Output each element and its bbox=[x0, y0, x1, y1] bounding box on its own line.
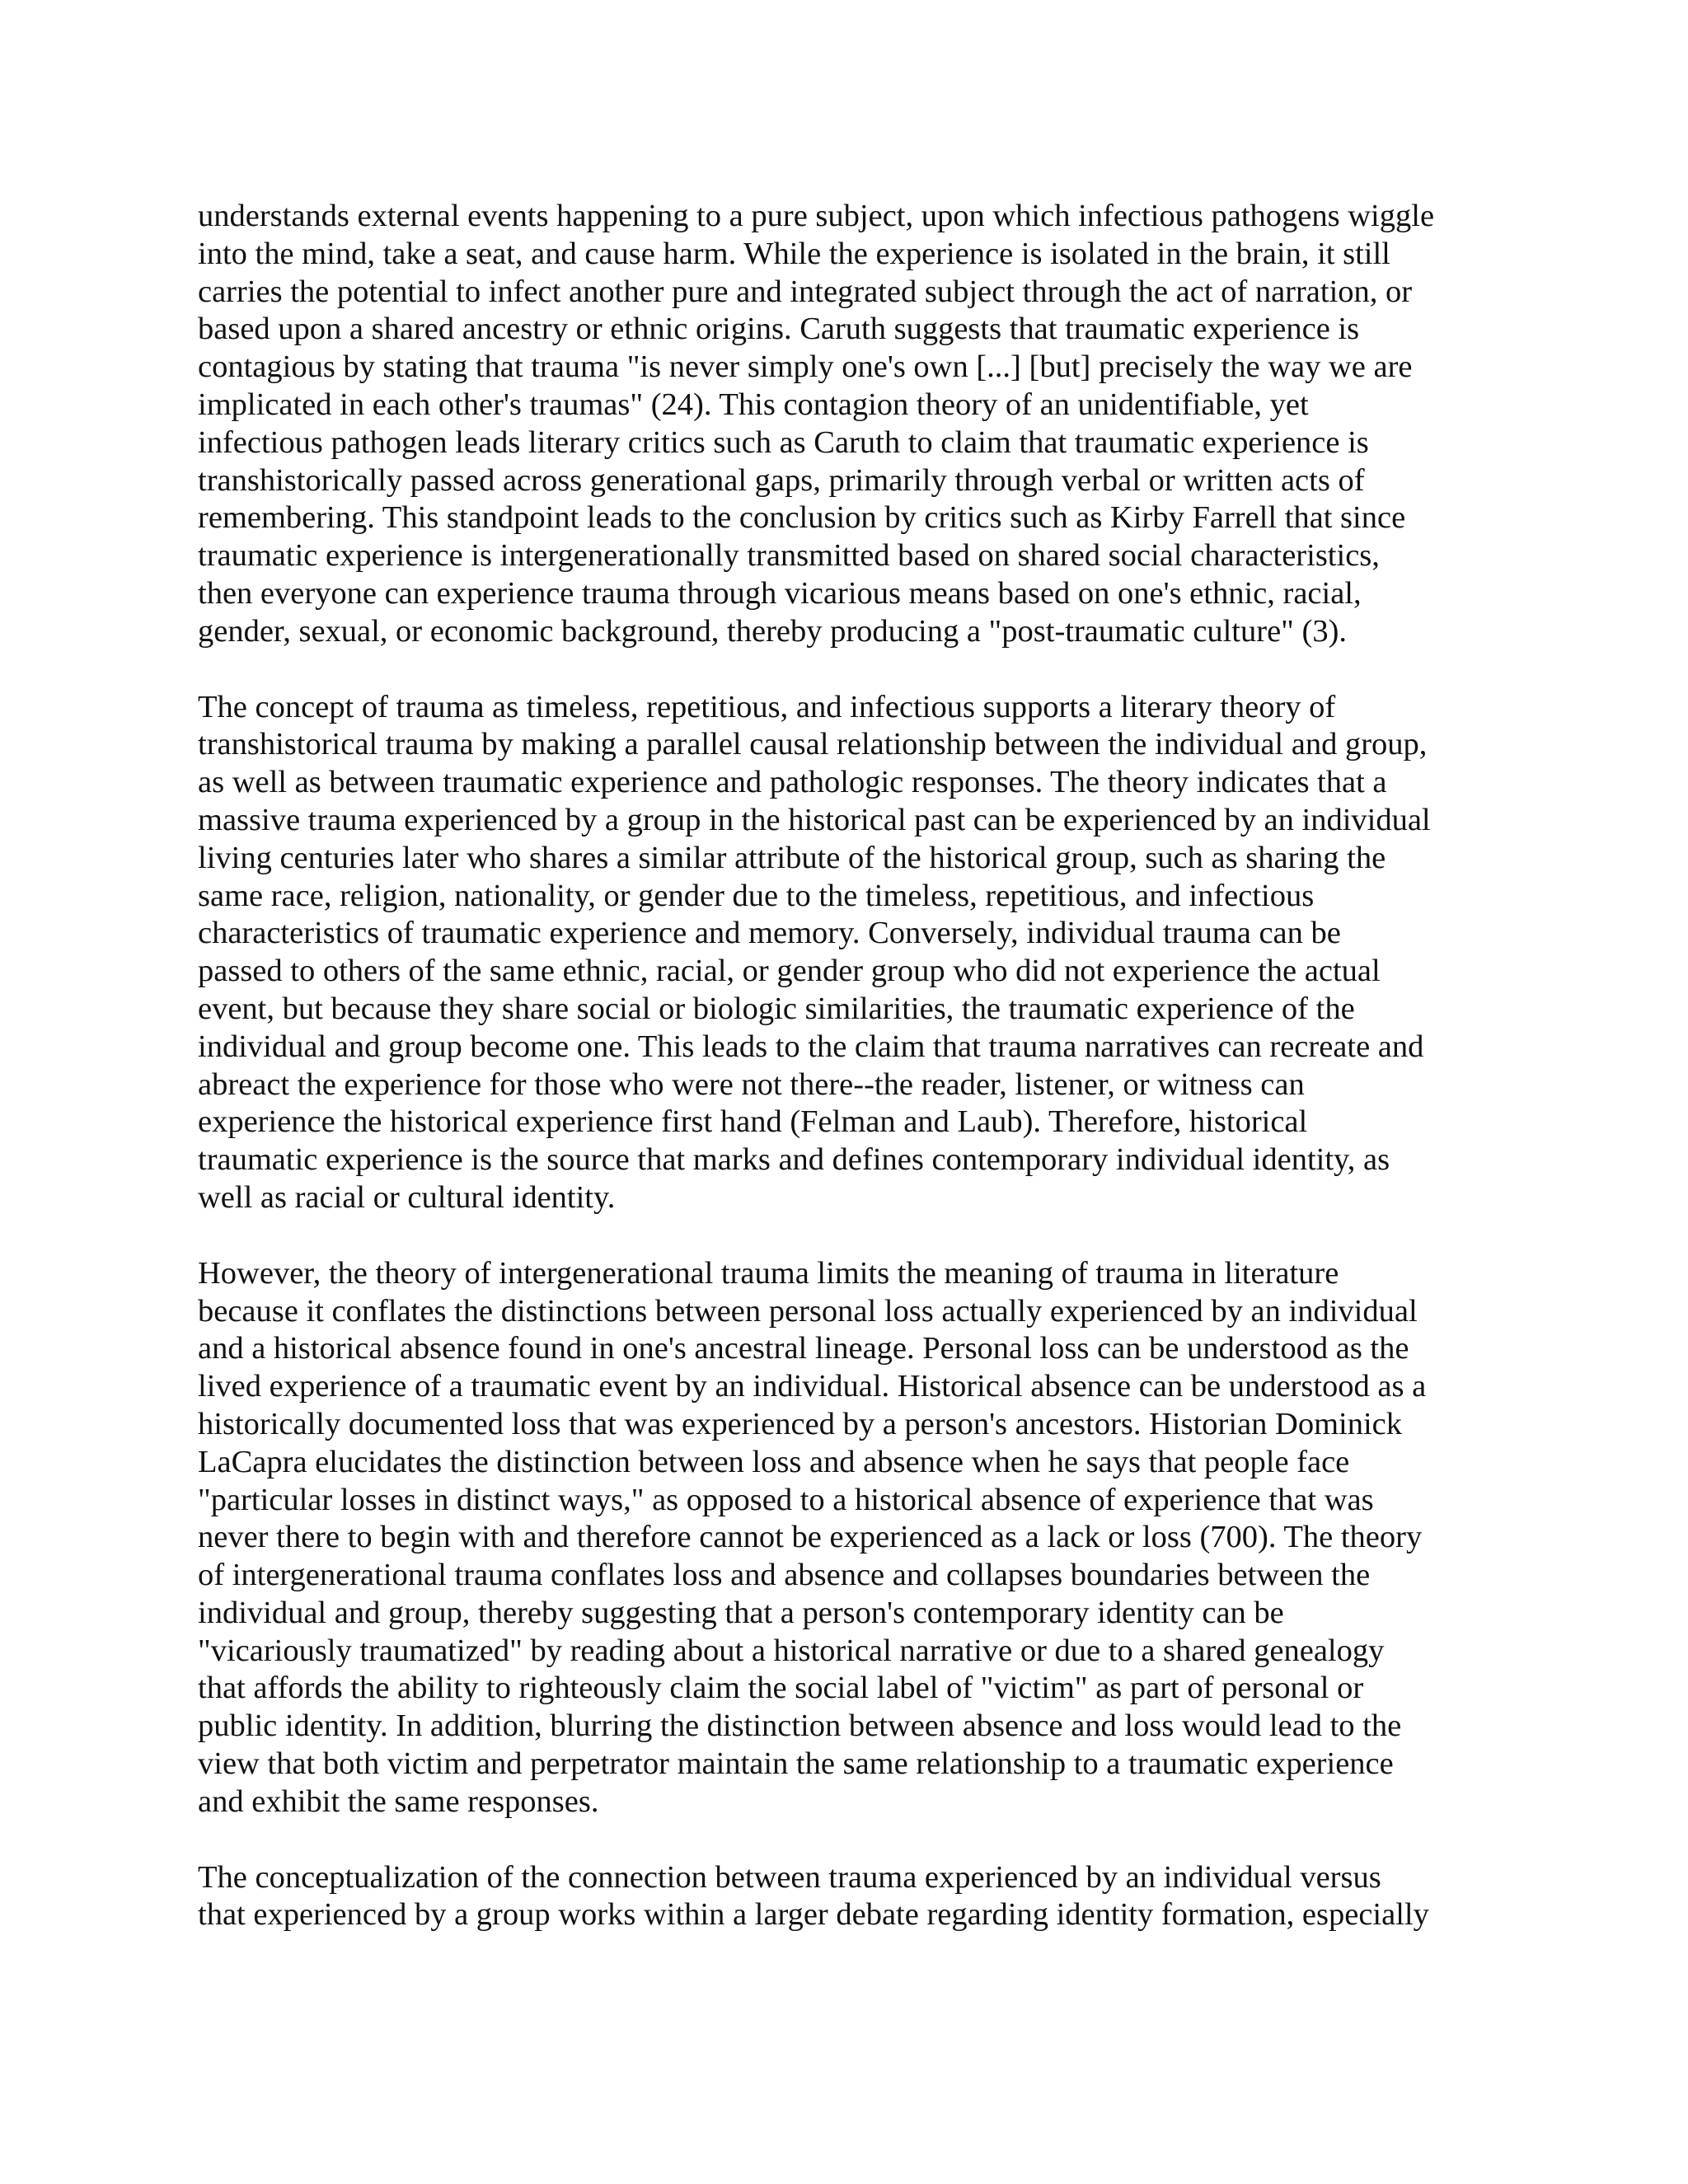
text-line: that affords the ability to righteously claim the social label of "victim" as part of personal or bbox=[198, 1671, 1364, 1706]
text-line: "vicariously traumatized" by reading about a historical narrative or due to a shared genealogy bbox=[198, 1633, 1385, 1668]
text-line: "particular losses in distinct ways," as opposed to a historical absence of experience that was bbox=[198, 1482, 1374, 1517]
text-line: public identity. In addition, blurring the distinction between absence and loss would lead to the bbox=[198, 1708, 1402, 1744]
text-line: well as racial or cultural identity. bbox=[198, 1179, 616, 1215]
text-line: event, but because they share social or biologic similarities, the traumatic experience of the bbox=[198, 991, 1355, 1026]
text-line: infectious pathogen leads literary critics such as Caruth to claim that traumatic experience is bbox=[198, 424, 1369, 460]
text-line: then everyone can experience trauma through vicarious means based on one's ethnic, racial, bbox=[198, 575, 1362, 611]
text-line: because it conflates the distinctions between personal loss actually experienced by an individual bbox=[198, 1293, 1418, 1329]
text-line: traumatic experience is the source that marks and defines contemporary individual identity, as bbox=[198, 1142, 1390, 1178]
text-line: living centuries later who shares a similar attribute of the historical group, such as sharing the bbox=[198, 840, 1386, 875]
text-line: view that both victim and perpetrator maintain the same relationship to a traumatic experience bbox=[198, 1746, 1394, 1782]
text-line: characteristics of traumatic experience and memory. Conversely, individual trauma can be bbox=[198, 916, 1341, 951]
text-line: traumatic experience is intergenerationally transmitted based on shared social characteristics, bbox=[198, 538, 1380, 574]
text-line: The conceptualization of the connection between trauma experienced by an individual versus bbox=[198, 1859, 1381, 1895]
paragraph-3 bbox=[198, 1255, 1490, 1821]
text-line: carries the potential to infect another pure and integrated subject through the act of narration, or bbox=[198, 274, 1413, 309]
text-line: understands external events happening to a pure subject, upon which infectious pathogens wiggle bbox=[198, 199, 1435, 233]
text-line: individual and group, thereby suggesting that a person's contemporary identity can be bbox=[198, 1595, 1284, 1630]
text-line: individual and group become one. This leads to the claim that trauma narratives can recreate and bbox=[198, 1029, 1424, 1064]
text-line: The concept of trauma as timeless, repetitious, and infectious supports a literary theory of bbox=[198, 689, 1336, 724]
text-line: lived experience of a traumatic event by an individual. Historical absence can be understood as a bbox=[198, 1369, 1427, 1404]
text-line: into the mind, take a seat, and cause harm. While the experience is isolated in the brain, it still bbox=[198, 236, 1390, 271]
text-line: abreact the experience for those who were not there--the reader, listener, or witness can bbox=[198, 1066, 1305, 1102]
document-page bbox=[198, 198, 1490, 1972]
text-line: as well as between traumatic experience and pathologic responses. The theory indicates that a bbox=[198, 765, 1387, 800]
text-line: massive trauma experienced by a group in the historical past can be experienced by an individual bbox=[198, 802, 1431, 837]
text-line: never there to begin with and therefore cannot be experienced as a lack or loss (700). The theory bbox=[198, 1520, 1423, 1555]
text-line: gender, sexual, or economic background, thereby producing a "post-traumatic culture" (3). bbox=[198, 613, 1348, 649]
text-line: experience the historical experience first hand (Felman and Laub). Therefore, historical bbox=[198, 1104, 1308, 1140]
paragraph-1 bbox=[198, 198, 1490, 651]
text-line: same race, religion, nationality, or gender due to the timeless, repetitious, and infectious bbox=[198, 878, 1315, 913]
text-line: LaCapra elucidates the distinction between loss and absence when he says that people face bbox=[198, 1444, 1350, 1479]
text-line: and a historical absence found in one's ancestral lineage. Personal loss can be understood as the bbox=[198, 1331, 1409, 1366]
text-line: However, the theory of intergenerational trauma limits the meaning of trauma in literature bbox=[198, 1255, 1339, 1291]
paragraph-4 bbox=[198, 1859, 1490, 1935]
text-line: passed to others of the same ethnic, racial, or gender group who did not experience the actual bbox=[198, 954, 1381, 989]
text-line: transhistorical trauma by making a parallel causal relationship between the individual and group, bbox=[198, 727, 1428, 762]
text-line: transhistorically passed across generational gaps, primarily through verbal or written acts of bbox=[198, 462, 1365, 498]
text-line: of intergenerational trauma conflates loss and absence and collapses boundaries between the bbox=[198, 1558, 1371, 1593]
text-line: and exhibit the same responses. bbox=[198, 1783, 599, 1819]
text-line: that experienced by a group works within a larger debate regarding identity formation, especially bbox=[198, 1897, 1429, 1933]
paragraph-2 bbox=[198, 689, 1490, 1217]
text-line: historically documented loss that was experienced by a person's ancestors. Historian Dominick bbox=[198, 1406, 1403, 1441]
text-line: contagious by stating that trauma "is never simply one's own [...] [but] precisely the way we are bbox=[198, 349, 1413, 385]
text-line: based upon a shared ancestry or ethnic origins. Caruth suggests that traumatic experience is bbox=[198, 312, 1360, 347]
text-line: implicated in each other's traumas" (24). This contagion theory of an unidentifiable, yet bbox=[198, 387, 1309, 422]
text-line: remembering. This standpoint leads to the conclusion by critics such as Kirby Farrell that since bbox=[198, 500, 1406, 536]
